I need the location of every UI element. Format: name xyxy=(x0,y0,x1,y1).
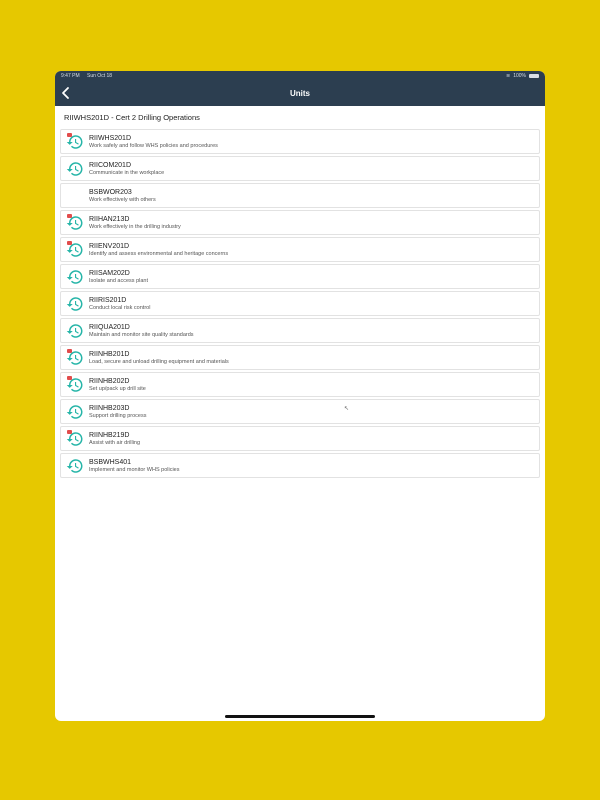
status-time: 9:47 PM xyxy=(61,73,80,79)
unit-icon-container xyxy=(61,133,89,151)
unit-icon-container xyxy=(61,160,89,178)
history-icon xyxy=(66,295,84,313)
flag-icon xyxy=(67,376,72,380)
unit-description: Load, secure and unload drilling equipment and materials xyxy=(89,358,229,365)
device-screen xyxy=(55,71,545,721)
unit-list-item[interactable] xyxy=(60,210,540,235)
unit-description: Support drilling process xyxy=(89,412,147,419)
battery-icon xyxy=(529,74,539,78)
unit-icon-container xyxy=(61,403,89,421)
unit-text xyxy=(89,377,146,393)
history-icon xyxy=(66,457,84,475)
flag-icon xyxy=(67,214,72,218)
unit-icon-container xyxy=(61,214,89,232)
unit-code: RIIRIS201D xyxy=(89,296,127,304)
home-indicator[interactable] xyxy=(225,715,375,718)
unit-text xyxy=(89,350,229,366)
unit-list-item[interactable] xyxy=(60,372,540,397)
unit-icon-container xyxy=(61,295,89,313)
page-title: Units xyxy=(290,89,310,98)
unit-text xyxy=(89,134,218,150)
unit-description: Work effectively with others xyxy=(89,196,156,203)
unit-code: RIISAM202D xyxy=(89,269,130,277)
unit-icon-container xyxy=(61,430,89,448)
unit-code: RIINHB202D xyxy=(89,377,130,385)
unit-description: Identify and assess environmental and heritage concerns xyxy=(89,250,229,257)
wifi-icon: ≋ xyxy=(506,73,511,79)
history-icon xyxy=(66,160,84,178)
unit-description: Assist with air drilling xyxy=(89,439,141,446)
unit-list-item[interactable] xyxy=(60,237,540,262)
back-button[interactable] xyxy=(59,85,73,101)
unit-text xyxy=(89,188,156,204)
unit-code: RIIHAN213D xyxy=(89,215,130,223)
unit-text xyxy=(89,161,164,177)
unit-text xyxy=(89,431,140,447)
unit-list-item[interactable] xyxy=(60,318,540,343)
unit-code: RIINHB201D xyxy=(89,350,130,358)
unit-text xyxy=(89,215,181,231)
unit-code: BSBWOR203 xyxy=(89,188,132,196)
unit-code: RIIQUA201D xyxy=(89,323,130,331)
unit-description: Work effectively in the drilling industry xyxy=(89,223,181,230)
flag-icon xyxy=(67,241,72,245)
unit-text xyxy=(89,404,146,420)
unit-list-item[interactable] xyxy=(60,264,540,289)
battery-percent: 100% xyxy=(513,73,526,79)
unit-text xyxy=(89,242,228,258)
navigation-bar xyxy=(55,81,545,106)
unit-list-item[interactable] xyxy=(60,345,540,370)
unit-description: Isolate and access plant xyxy=(89,277,149,284)
unit-icon-container xyxy=(61,241,89,259)
unit-text xyxy=(89,269,148,285)
history-icon xyxy=(66,403,84,421)
status-bar xyxy=(55,71,545,81)
unit-list-item[interactable] xyxy=(60,399,540,424)
flag-icon xyxy=(67,133,72,137)
unit-description: Set up/pack up drill site xyxy=(89,385,146,392)
mouse-cursor-icon: ↖ xyxy=(344,406,350,412)
unit-list-item[interactable] xyxy=(60,156,540,181)
unit-description: Conduct local risk control xyxy=(89,304,151,311)
unit-list-item[interactable] xyxy=(60,453,540,478)
unit-list-item[interactable] xyxy=(60,129,540,154)
unit-list-item[interactable] xyxy=(60,291,540,316)
unit-code: BSBWHS401 xyxy=(89,458,132,466)
unit-code: RIINHB203D xyxy=(89,404,130,412)
unit-description: Work safely and follow WHS policies and procedures xyxy=(89,142,218,149)
unit-text xyxy=(89,296,150,312)
unit-icon-container xyxy=(61,268,89,286)
unit-description: Maintain and monitor site quality standards xyxy=(89,331,194,338)
unit-code: RIINHB219D xyxy=(89,431,130,439)
unit-code: RIICOM201D xyxy=(89,161,132,169)
unit-icon-container xyxy=(61,349,89,367)
unit-list-item[interactable] xyxy=(60,183,540,208)
unit-icon-container xyxy=(61,322,89,340)
history-icon xyxy=(66,268,84,286)
unit-icon-container xyxy=(61,376,89,394)
unit-list xyxy=(55,127,545,478)
chevron-left-icon xyxy=(59,85,73,101)
unit-icon-container xyxy=(61,457,89,475)
flag-icon xyxy=(67,430,72,434)
unit-text xyxy=(89,458,179,474)
flag-icon xyxy=(67,349,72,353)
course-title: RIIWHS201D - Cert 2 Drilling Operations xyxy=(64,113,200,122)
unit-code: RIIWHS201D xyxy=(89,134,132,142)
unit-text xyxy=(89,323,194,339)
status-date: Sun Oct 18 xyxy=(87,73,113,79)
unit-description: Implement and monitor WHS policies xyxy=(89,466,180,473)
unit-code: RIIENV201D xyxy=(89,242,130,250)
unit-description: Communicate in the workplace xyxy=(89,169,165,176)
unit-list-item[interactable] xyxy=(60,426,540,451)
history-icon xyxy=(66,322,84,340)
